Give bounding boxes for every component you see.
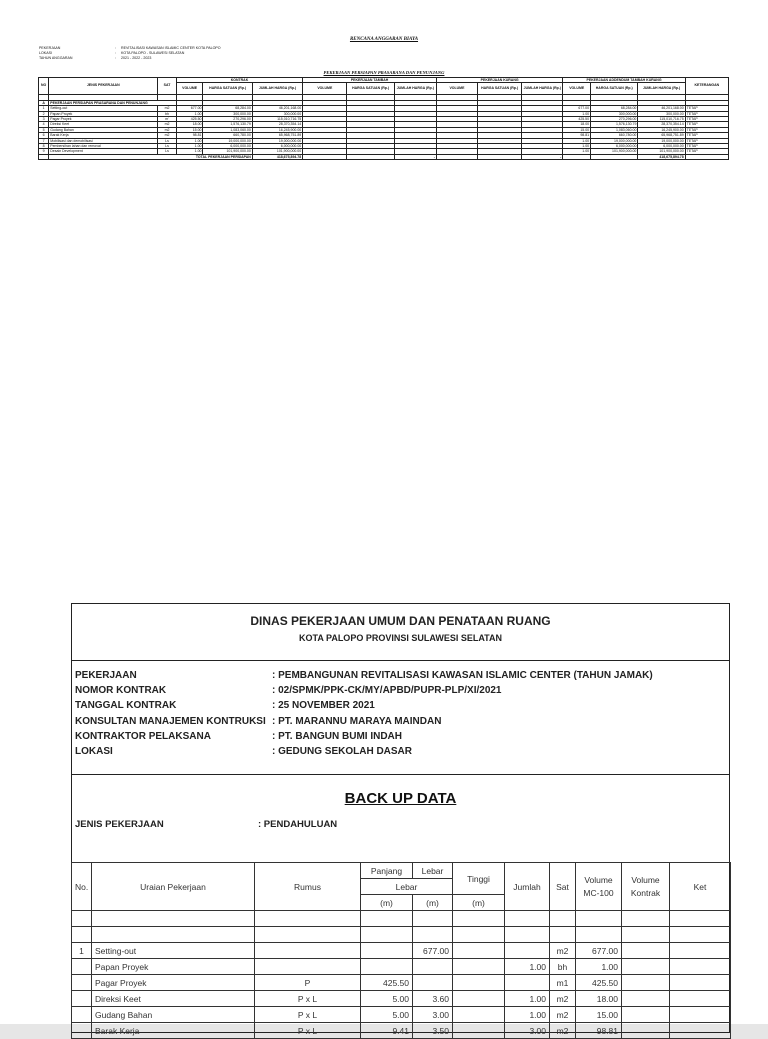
rab-group-addendum: PEKERJAAN ADDENDUM TAMBAH KURANG: [563, 78, 685, 83]
bu-cell-no: [72, 959, 92, 975]
rab-meta: [39, 46, 221, 62]
bu-row: [72, 975, 731, 991]
bu-cell-ket: [670, 975, 731, 991]
rab-cell-harga-satuan: 68,284.00: [203, 106, 252, 111]
rab-cell-harga-satuan: 270,296.00: [203, 116, 252, 121]
rab-cell-harga-satuan: 300,000.00: [203, 111, 252, 116]
rab-cell-empty: [478, 154, 522, 159]
bu-cell-tinggi: [453, 959, 505, 975]
bu-cell-volume-mc: 425.50: [576, 975, 622, 991]
rab-cell-volume: 425.50: [176, 116, 203, 121]
bu-row: [72, 959, 731, 975]
bu-col-lebar-merged: Lebar: [361, 879, 453, 895]
rab-cell-empty: [591, 154, 638, 159]
bu-cell-volume-kontrak: [622, 991, 670, 1007]
bu-cell-tinggi: [453, 1007, 505, 1023]
rab-col-jumlah-harga: JUMLAH HARGA (Rp.): [394, 83, 436, 95]
bu-cell-tinggi: [453, 975, 505, 991]
bu-cell-sat: m2: [550, 943, 576, 959]
bu-cell-rumus: [255, 943, 361, 959]
rab-meta-value: 2021 - 2022 - 2023: [121, 56, 152, 61]
rab-cell-harga-satuan: 19,000,000.00: [591, 138, 638, 143]
rab-cell-harga-satuan: 1,576,130.79: [203, 122, 252, 127]
agency-subtitle: KOTA PALOPO PROVINSI SULAWESI SELATAN: [298, 633, 502, 643]
header-divider: [72, 660, 729, 661]
project-meta-label: NOMOR KONTRAK: [75, 685, 167, 697]
rab-cell-volume: 1.00: [176, 111, 203, 116]
rab-col-harga-satuan: HARGA SATUAN (Rp.): [203, 83, 252, 95]
rab-cell-jumlah-harga: 28,370,354.14: [638, 122, 685, 127]
meta-divider: [72, 774, 729, 775]
rab-cell-empty: [436, 154, 477, 159]
bu-cell-uraian: Papan Proyek: [92, 959, 255, 975]
bu-row: [72, 1023, 731, 1039]
rab-cell-item: Setting-out: [49, 106, 158, 111]
bu-row: [72, 1007, 731, 1023]
rab-cell-no: 2: [39, 111, 49, 116]
rab-meta-colon: :: [115, 46, 116, 50]
bu-cell-rumus: [255, 959, 361, 975]
bu-col-tinggi: Tinggi: [453, 863, 505, 895]
bu-col-uraian: Uraian Pekerjaan: [92, 863, 255, 911]
rab-cell-volume: 425.50: [563, 116, 591, 121]
rab-meta-colon: :: [115, 56, 116, 61]
rab-cell-item: Pagar Proyek: [49, 116, 158, 121]
bu-cell-no: [72, 1007, 92, 1023]
bu-cell-uraian: Direksi Keet: [92, 991, 255, 1007]
rab-cell-jumlah-harga: 19,000,000.00: [252, 138, 302, 143]
rab-col-jenis: JENIS PEKERJAAN: [49, 78, 158, 95]
rab-col-sat: SAT: [158, 78, 177, 95]
bu-col-unit: (m): [453, 895, 505, 911]
bu-cell-volume-mc: 677.00: [576, 943, 622, 959]
rab-cell-harga-satuan: 300,000.00: [591, 111, 638, 116]
rab-meta-label: LOKASI: [39, 51, 52, 56]
rab-cell-jumlah-harga: 6,000,000.00: [252, 143, 302, 148]
bu-cell-lebar: 3.60: [413, 991, 453, 1007]
rab-table: [38, 77, 729, 160]
jenis-pekerjaan-value: : PENDAHULUAN: [258, 819, 338, 830]
rab-cell-no: 3: [39, 116, 49, 121]
project-meta-row: [75, 714, 653, 729]
rab-col-keterangan: KETERANGAN: [685, 78, 728, 95]
rab-col-jumlah-harga: JUMLAH HARGA (Rp.): [252, 83, 302, 95]
rab-col-jumlah-harga: JUMLAH HARGA (Rp.): [638, 83, 685, 95]
rab-cell-sat: Ls: [158, 149, 177, 154]
bu-spacer-row: [72, 911, 731, 927]
rab-subtitle: PEKERJAAN PERSIAPAN PRASARANA DAN PENUNJANG: [323, 70, 445, 75]
bu-cell-rumus: P x L: [255, 1023, 361, 1039]
rab-total-addendum: 418,675,894.78: [638, 154, 685, 159]
rab-total-row: [39, 154, 729, 159]
rab-cell-sat: Ls: [158, 138, 177, 143]
rab-cell-harga-satuan: 660,780.00: [591, 133, 638, 138]
rab-col-volume: VOLUME: [176, 83, 203, 95]
backup-page: [0, 575, 768, 1036]
bu-spacer-row: [72, 927, 731, 943]
rab-cell-sat: bh: [158, 111, 177, 116]
rab-cell-volume: 1.00: [176, 138, 203, 143]
rab-cell-sat: Ls: [158, 143, 177, 148]
agency-title: DINAS PEKERJAAN UMUM DAN PENATAAN RUANG: [250, 614, 551, 628]
bu-cell-jumlah: [505, 943, 550, 959]
bu-cell-lebar: 677.00: [413, 943, 453, 959]
backup-title: BACK UP DATA: [344, 790, 457, 807]
rab-cell-sat: m2: [158, 106, 177, 111]
bu-cell-ket: [670, 1023, 731, 1039]
rab-cell-keterangan: TETAP: [685, 122, 728, 127]
rab-cell-jumlah-harga: 115,010,716.75: [638, 116, 685, 121]
rab-col-harga-satuan: HARGA SATUAN (Rp.): [478, 83, 522, 95]
bu-cell-panjang: 9.41: [361, 1023, 413, 1039]
bu-cell-lebar: 3.00: [413, 1007, 453, 1023]
rab-cell-jumlah-harga: 300,000.00: [252, 111, 302, 116]
bu-col-unit: (m): [361, 895, 413, 911]
rab-section-label: PEKERJAAN PERSIAPAN PRASARANA DAN PENUNJANG: [49, 100, 176, 105]
bu-cell-uraian: Pagar Proyek: [92, 975, 255, 991]
rab-cell-harga-satuan: 6,000,000.00: [591, 143, 638, 148]
rab-cell-harga-satuan: 101,900,000.00: [591, 149, 638, 154]
rab-cell-no: 1: [39, 106, 49, 111]
bu-cell-no: [72, 1023, 92, 1039]
rab-cell-harga-satuan: 1,083,060.00: [591, 127, 638, 132]
rab-cell-keterangan: TETAP: [685, 149, 728, 154]
project-meta-value: : 25 NOVEMBER 2021: [272, 700, 375, 712]
rab-cell-no: 4: [39, 122, 49, 127]
project-meta: [75, 668, 653, 759]
rab-cell-sat: m': [158, 116, 177, 121]
project-meta-value: : 02/SPMK/PPK-CK/MY/APBD/PUPR-PLP/XI/2021: [272, 685, 502, 697]
bu-col-unit: (m): [413, 895, 453, 911]
bu-cell-ket: [670, 1007, 731, 1023]
project-meta-row: [75, 729, 653, 744]
rab-cell-volume: 677.00: [176, 106, 203, 111]
rab-cell-no: 9: [39, 149, 49, 154]
rab-col-harga-satuan: HARGA SATUAN (Rp.): [347, 83, 394, 95]
bu-cell-no: [72, 975, 92, 991]
bu-cell-lebar: [413, 975, 453, 991]
rab-cell-no: 7: [39, 138, 49, 143]
bu-row: [72, 943, 731, 959]
rab-cell-volume: 1.00: [563, 143, 591, 148]
bu-cell-panjang: 425.50: [361, 975, 413, 991]
rab-cell-volume: 1.00: [176, 143, 203, 148]
rab-cell-jumlah-harga: 65,968,751.89: [638, 133, 685, 138]
bu-cell-uraian: Setting-out: [92, 943, 255, 959]
rab-cell-jumlah-harga: 28,370,354.14: [252, 122, 302, 127]
rab-cell-keterangan: TETAP: [685, 111, 728, 116]
rab-cell-jumlah-harga: 115,010,716.75: [252, 116, 302, 121]
rab-cell-jumlah-harga: 6,000,000.00: [638, 143, 685, 148]
backup-table: [71, 862, 731, 1039]
bu-cell-jumlah: 1.00: [505, 1007, 550, 1023]
bu-cell-no: [72, 991, 92, 1007]
bu-cell-volume-kontrak: [622, 975, 670, 991]
rab-cell-no: 5: [39, 127, 49, 132]
rab-cell-keterangan: TETAP: [685, 133, 728, 138]
bu-cell-ket: [670, 959, 731, 975]
rab-col-volume: VOLUME: [436, 83, 477, 95]
rab-cell-sat: m2: [158, 122, 177, 127]
rab-cell-volume: 98.81: [563, 133, 591, 138]
rab-cell-jumlah-harga: 101,900,000.00: [638, 149, 685, 154]
bu-cell-lebar: 3.50: [413, 1023, 453, 1039]
rab-cell-jumlah-harga: 300,000.00: [638, 111, 685, 116]
project-meta-label: KONTRAKTOR PELAKSANA: [75, 730, 211, 742]
rab-cell-empty: [39, 154, 49, 159]
jenis-pekerjaan: [75, 819, 337, 830]
bu-cell-sat: m2: [550, 991, 576, 1007]
rab-cell-no: 8: [39, 143, 49, 148]
rab-meta-label: TAHUN ANGGARAN: [39, 56, 73, 61]
rab-cell-keterangan: TETAP: [685, 138, 728, 143]
rab-cell-item: Gudang Bahan: [49, 127, 158, 132]
rab-cell-item: Mobilisasi dan demobilisasi: [49, 138, 158, 143]
rab-cell-harga-satuan: 660,780.00: [203, 133, 252, 138]
rab-cell-harga-satuan: 68,284.00: [591, 106, 638, 111]
rab-total-kurang: -: [522, 154, 563, 159]
rab-cell-harga-satuan: 1,576,130.79: [591, 122, 638, 127]
bu-col-sat: Sat: [550, 863, 576, 911]
rab-cell-volume: 1.00: [563, 149, 591, 154]
bu-col-jumlah: Jumlah: [505, 863, 550, 911]
rab-cell-harga-satuan: 1,083,060.00: [203, 127, 252, 132]
rab-cell-jumlah-harga: 65,968,751.89: [252, 133, 302, 138]
rab-cell-volume: 1.00: [563, 138, 591, 143]
bu-cell-panjang: [361, 943, 413, 959]
rab-cell-volume: 18.00: [176, 122, 203, 127]
bu-cell-tinggi: [453, 991, 505, 1007]
bu-cell-tinggi: [453, 1023, 505, 1039]
bu-col-rumus: Rumus: [255, 863, 361, 911]
rab-cell-harga-satuan: 19,000,000.00: [203, 138, 252, 143]
rab-cell-jumlah-harga: 101,900,000.00: [252, 149, 302, 154]
bu-cell-no: 1: [72, 943, 92, 959]
rab-meta-value: REVITALISASI KAWASAN ISLAMIC CENTER KOTA PALOPO: [121, 46, 221, 50]
bu-cell-volume-mc: 15.00: [576, 1007, 622, 1023]
rab-meta-row: [39, 56, 221, 61]
rab-cell-item: Direksi Keet: [49, 122, 158, 127]
bu-cell-ket: [670, 943, 731, 959]
bu-cell-panjang: 5.00: [361, 1007, 413, 1023]
bu-col-ket: Ket: [670, 863, 731, 911]
bu-cell-volume-mc: 18.00: [576, 991, 622, 1007]
bu-cell-rumus: P x L: [255, 991, 361, 1007]
bu-cell-uraian: Gudang Bahan: [92, 1007, 255, 1023]
rab-cell-keterangan: TETAP: [685, 127, 728, 132]
bu-cell-jumlah: 1.00: [505, 959, 550, 975]
bu-cell-sat: bh: [550, 959, 576, 975]
bu-cell-rumus: P x L: [255, 1007, 361, 1023]
project-meta-label: PEKERJAAN: [75, 670, 137, 681]
rab-group-kurang: PEKERJAAN KURANG: [436, 78, 562, 83]
rab-cell-volume: 98.81: [176, 133, 203, 138]
bu-cell-sat: m1: [550, 975, 576, 991]
rab-col-volume: VOLUME: [303, 83, 347, 95]
rab-cell-keterangan: TETAP: [685, 116, 728, 121]
rab-cell-jumlah-harga: 46,201,168.00: [638, 106, 685, 111]
rab-cell-harga-satuan: 270,296.00: [591, 116, 638, 121]
rab-meta-value: KOTA PALOPO - SULAWESI SELATAN: [121, 51, 185, 56]
rab-cell-sat: m2: [158, 127, 177, 132]
rab-col-harga-satuan: HARGA SATUAN (Rp.): [591, 83, 638, 95]
bu-cell-volume-kontrak: [622, 1007, 670, 1023]
rab-cell-item: Desain Development: [49, 149, 158, 154]
bu-cell-volume-mc: 1.00: [576, 959, 622, 975]
bu-cell-volume-kontrak: [622, 943, 670, 959]
rab-group-tambah: PEKERJAAN TAMBAH: [303, 78, 437, 83]
bu-cell-lebar: [413, 959, 453, 975]
rab-cell-keterangan: TETAP: [685, 143, 728, 148]
rab-cell-volume: 15.00: [563, 127, 591, 132]
rab-cell-sat: m2: [158, 133, 177, 138]
bu-cell-sat: m2: [550, 1007, 576, 1023]
rab-cell-jumlah-harga: 16,245,900.00: [638, 127, 685, 132]
project-meta-row: [75, 668, 653, 683]
bu-col-volume-mc: Volume MC-100: [576, 863, 622, 911]
bu-cell-panjang: [361, 959, 413, 975]
bu-cell-panjang: 5.00: [361, 991, 413, 1007]
rab-cell-volume: 677.00: [563, 106, 591, 111]
bu-cell-volume-kontrak: [622, 1023, 670, 1039]
rab-cell-volume: 1.00: [563, 111, 591, 116]
rab-cell-harga-satuan: 6,000,000.00: [203, 143, 252, 148]
bu-col-volume-kontrak: Volume Kontrak: [622, 863, 670, 911]
bu-cell-volume-kontrak: [622, 959, 670, 975]
bu-cell-rumus: P: [255, 975, 361, 991]
project-meta-row: [75, 698, 653, 713]
rab-total-tambah: -: [394, 154, 436, 159]
rab-section-no: A: [39, 100, 49, 105]
rab-cell-volume: 18.00: [563, 122, 591, 127]
rab-cell-item: Papan Proyek: [49, 111, 158, 116]
project-meta-value: : PT. MARANNU MARAYA MAINDAN: [272, 715, 442, 727]
rab-cell-empty: [303, 154, 347, 159]
project-meta-value: : PT. BANGUN BUMI INDAH: [272, 730, 402, 742]
bu-cell-volume-mc: 98.81: [576, 1023, 622, 1039]
rab-group-kontrak: KONTRAK: [176, 78, 302, 83]
rab-col-volume: VOLUME: [563, 83, 591, 95]
rab-cell-volume: 1.00: [176, 149, 203, 154]
bu-col-lebar: Lebar: [413, 863, 453, 879]
project-meta-label: TANGGAL KONTRAK: [75, 700, 177, 712]
rab-cell-no: 6: [39, 133, 49, 138]
project-meta-value: : GEDUNG SEKOLAH DASAR: [272, 746, 413, 758]
rab-cell-item: Pembersihan lahan dan removal: [49, 143, 158, 148]
rab-cell-empty: [347, 154, 394, 159]
rab-total-label: TOTAL PEKERJAAN PERSIAPAN: [49, 154, 253, 159]
bu-col-panjang: Panjang: [361, 863, 413, 879]
bu-cell-sat: m2: [550, 1023, 576, 1039]
rab-title: RENCANA ANGGARAN BIAYA: [349, 37, 419, 42]
rab-cell-volume: 15.00: [176, 127, 203, 132]
rab-cell-harga-satuan: 101,900,000.00: [203, 149, 252, 154]
rab-col-jumlah-harga: JUMLAH HARGA (Rp.): [522, 83, 563, 95]
project-meta-row: [75, 744, 653, 759]
rab-meta-label: PEKERJAAN: [39, 46, 61, 50]
rab-cell-empty: [563, 154, 591, 159]
bu-cell-jumlah: 3.00: [505, 1023, 550, 1039]
rab-cell-empty: [685, 154, 728, 159]
bu-cell-jumlah: 1.00: [505, 991, 550, 1007]
bu-cell-tinggi: [453, 943, 505, 959]
project-meta-label: LOKASI: [75, 746, 113, 758]
rab-cell-keterangan: TETAP: [685, 106, 728, 111]
rab-meta-colon: :: [115, 51, 116, 56]
bu-row: [72, 991, 731, 1007]
rab-cell-jumlah-harga: 19,000,000.00: [638, 138, 685, 143]
rab-cell-item: Barak Kerja: [49, 133, 158, 138]
rab-col-no: NO: [39, 78, 49, 95]
backup-frame: [71, 603, 730, 1036]
jenis-pekerjaan-label: JENIS PEKERJAAN: [75, 819, 164, 830]
bu-cell-ket: [670, 991, 731, 1007]
bu-cell-jumlah: [505, 975, 550, 991]
rab-cell-jumlah-harga: 46,201,168.00: [252, 106, 302, 111]
bu-col-no: No.: [72, 863, 92, 911]
project-meta-value: : PEMBANGUNAN REVITALISASI KAWASAN ISLAMIC CENTER (TAHUN JAMAK): [272, 670, 653, 681]
project-meta-label: KONSULTAN MANAJEMEN KONTRUKSI: [75, 715, 266, 727]
bu-cell-uraian: Barak Kerja: [92, 1023, 255, 1039]
rab-cell-jumlah-harga: 16,245,900.00: [252, 127, 302, 132]
rab-total-kontrak: 418,675,894.78: [252, 154, 302, 159]
project-meta-row: [75, 683, 653, 698]
